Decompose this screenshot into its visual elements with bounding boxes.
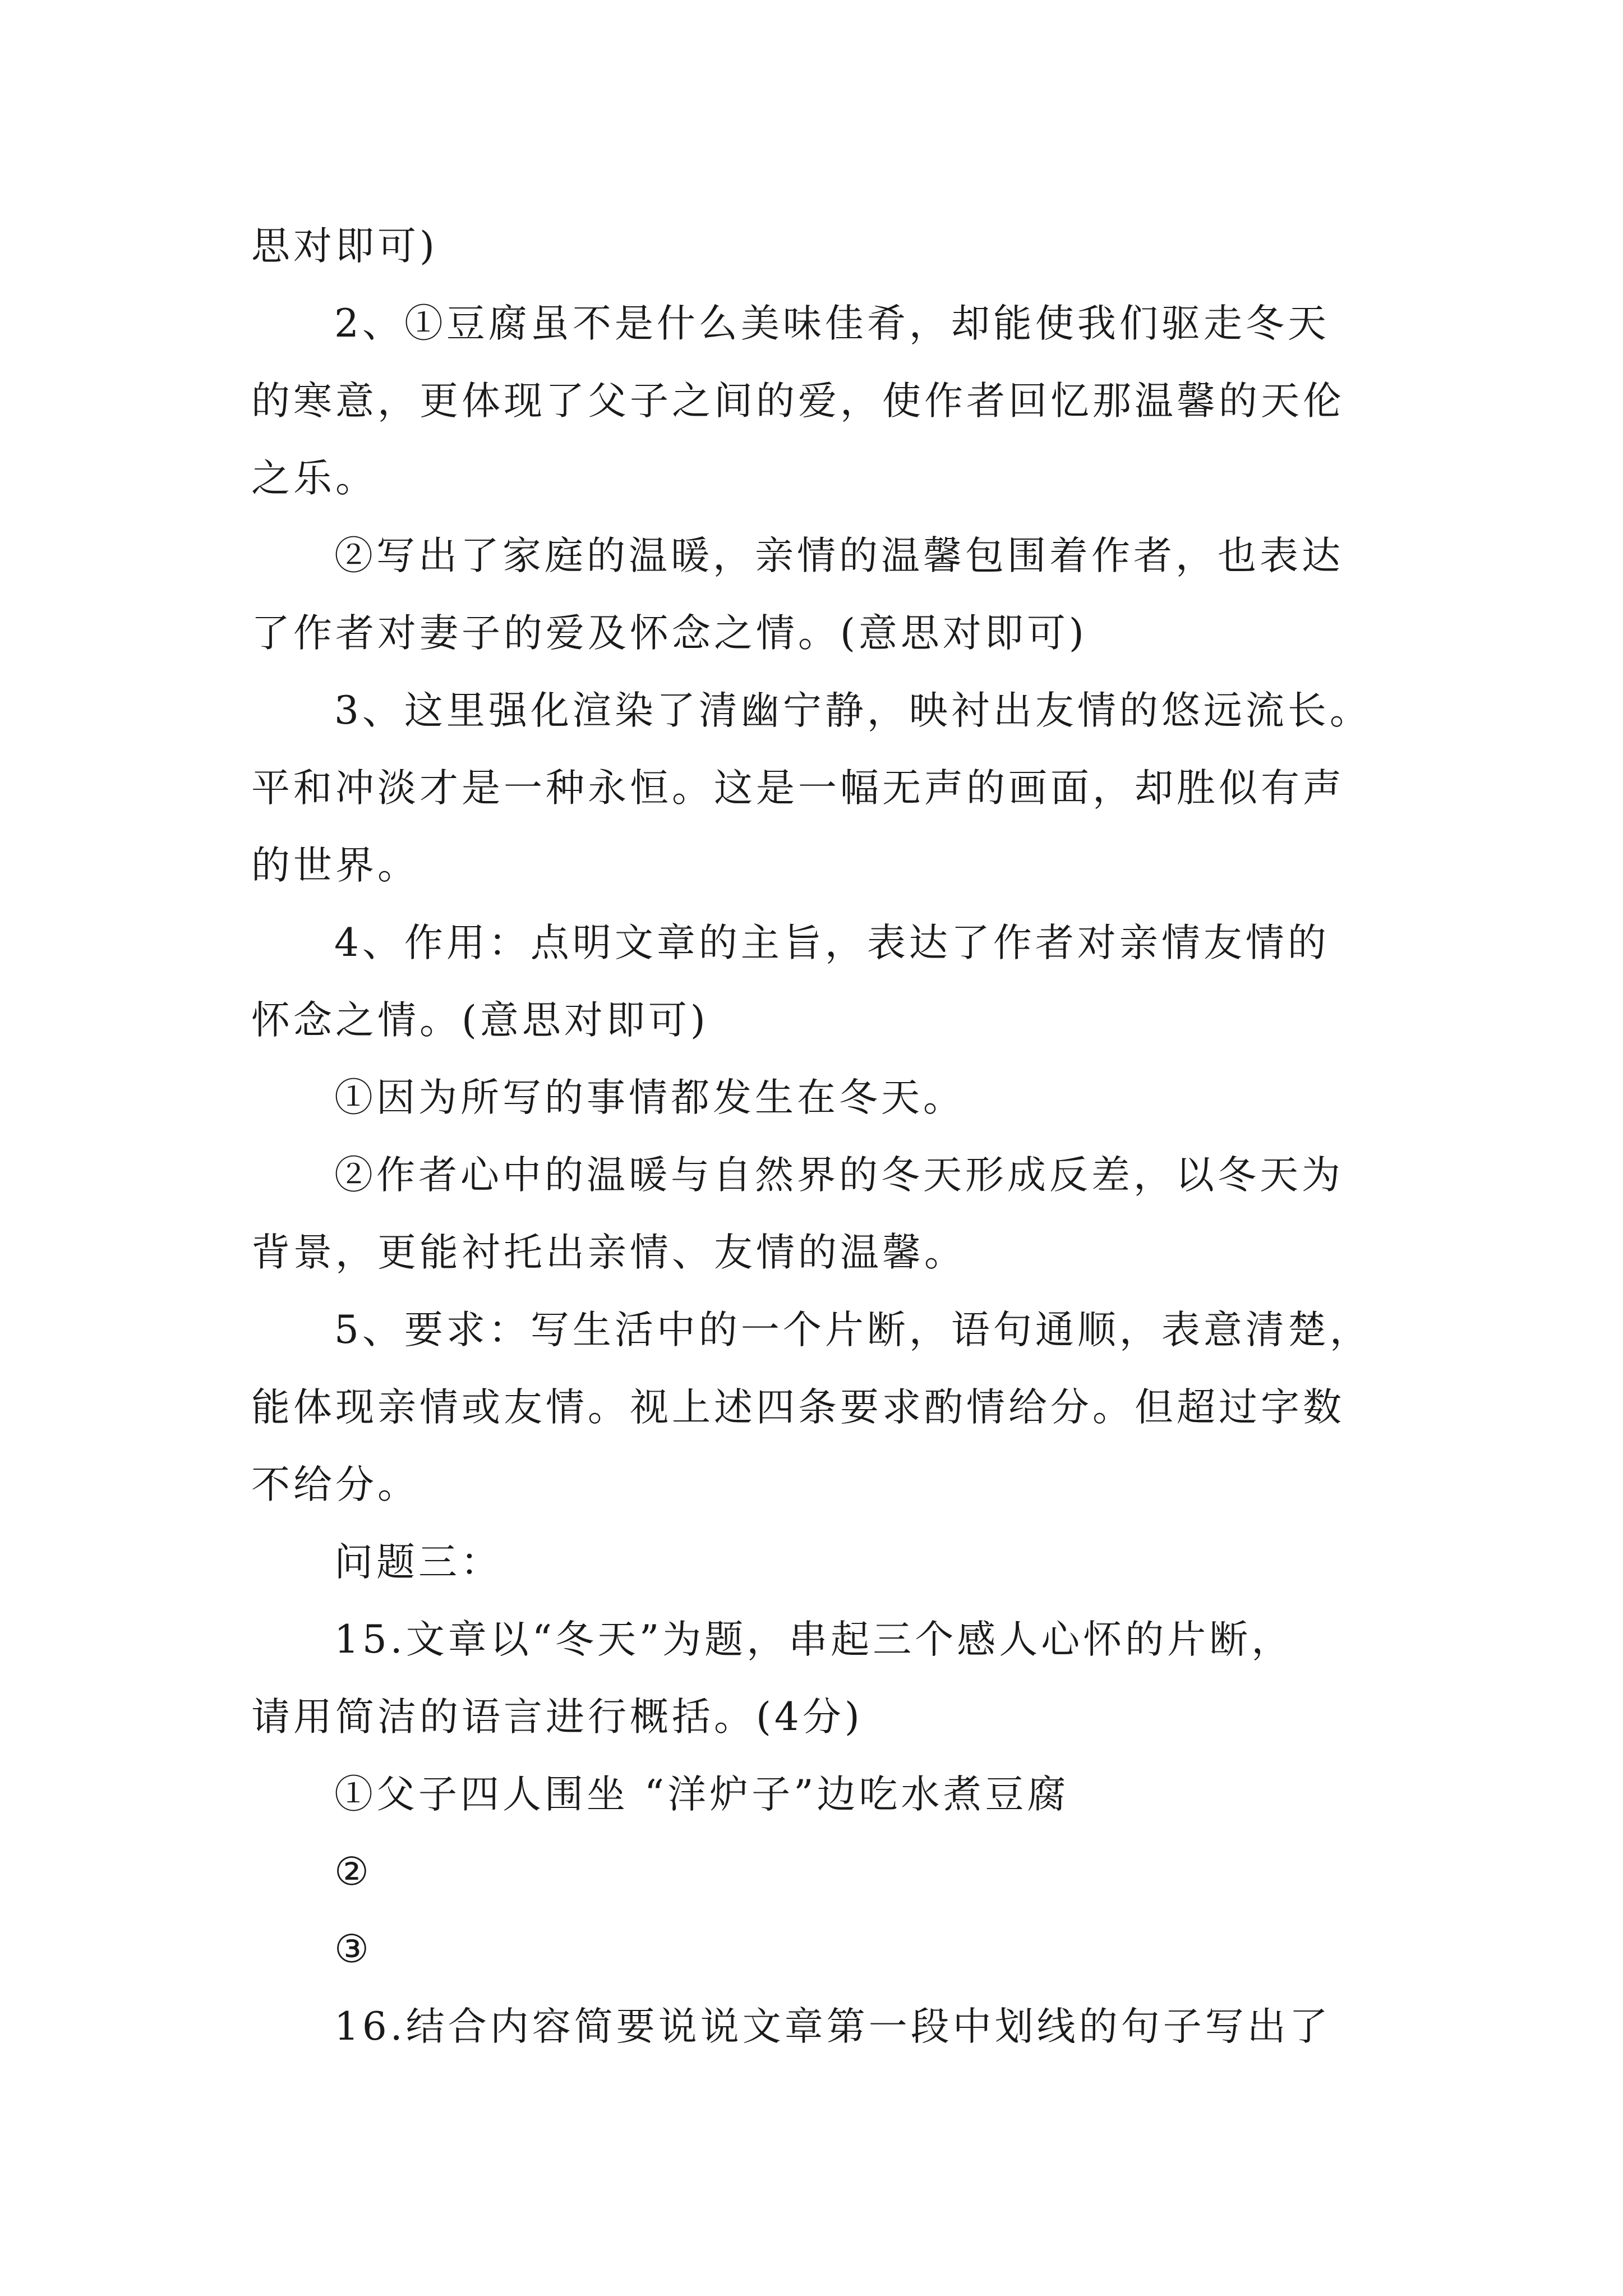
text-line: ②写出了家庭的温暖，亲情的温馨包围着作者，也表达 (334, 533, 1344, 578)
answer-line: ② (334, 1849, 372, 1894)
text-line: 的世界。 (251, 843, 419, 888)
text-line: 之乐。 (251, 456, 377, 501)
question-line: 请用简洁的语言进行概括。(4分) (251, 1695, 863, 1740)
answer-line: ③ (334, 1927, 372, 1972)
text-line: 2、①豆腐虽不是什么美味佳肴，却能使我们驱走冬天 (334, 301, 1330, 346)
text-line: 思对即可) (251, 224, 438, 269)
text-line: 4、作用：点明文章的主旨，表达了作者对亲情友情的 (334, 921, 1330, 965)
text-line: 能体现亲情或友情。视上述四条要求酌情给分。但超过字数 (251, 1385, 1345, 1430)
answer-line: ①父子四人围坐 “洋炉子”边吃水煮豆腐 (334, 1772, 1069, 1817)
text-line: ②作者心中的温暖与自然界的冬天形成反差，以冬天为 (334, 1153, 1344, 1198)
text-line: ①因为所写的事情都发生在冬天。 (334, 1075, 965, 1120)
document-body (251, 208, 1401, 2065)
text-line: 不给分。 (251, 1462, 419, 1507)
section-heading: 问题三： (334, 1540, 502, 1585)
text-line: 3、这里强化渲染了清幽宁静，映衬出友情的悠远流长。 (334, 688, 1372, 733)
text-line: 怀念之情。(意思对即可) (251, 998, 709, 1043)
question-line: 15.文章以“冬天”为题，串起三个感人心怀的片断， (334, 1617, 1294, 1662)
text-line: 5、要求：写生活中的一个片断，语句通顺，表意清楚， (334, 1308, 1372, 1352)
text-line: 平和冲淡才是一种永恒。这是一幅无声的画面，却胜似有声 (251, 766, 1345, 811)
text-line: 了作者对妻子的爱及怀念之情。(意思对即可) (251, 611, 1087, 656)
question-line: 16.结合内容简要说说文章第一段中划线的句子写出了 (334, 2004, 1331, 2049)
text-line: 的寒意，更体现了父子之间的爱，使作者回忆那温馨的天伦 (251, 379, 1345, 424)
text-line: 背景，更能衬托出亲情、友情的温馨。 (251, 1230, 966, 1275)
